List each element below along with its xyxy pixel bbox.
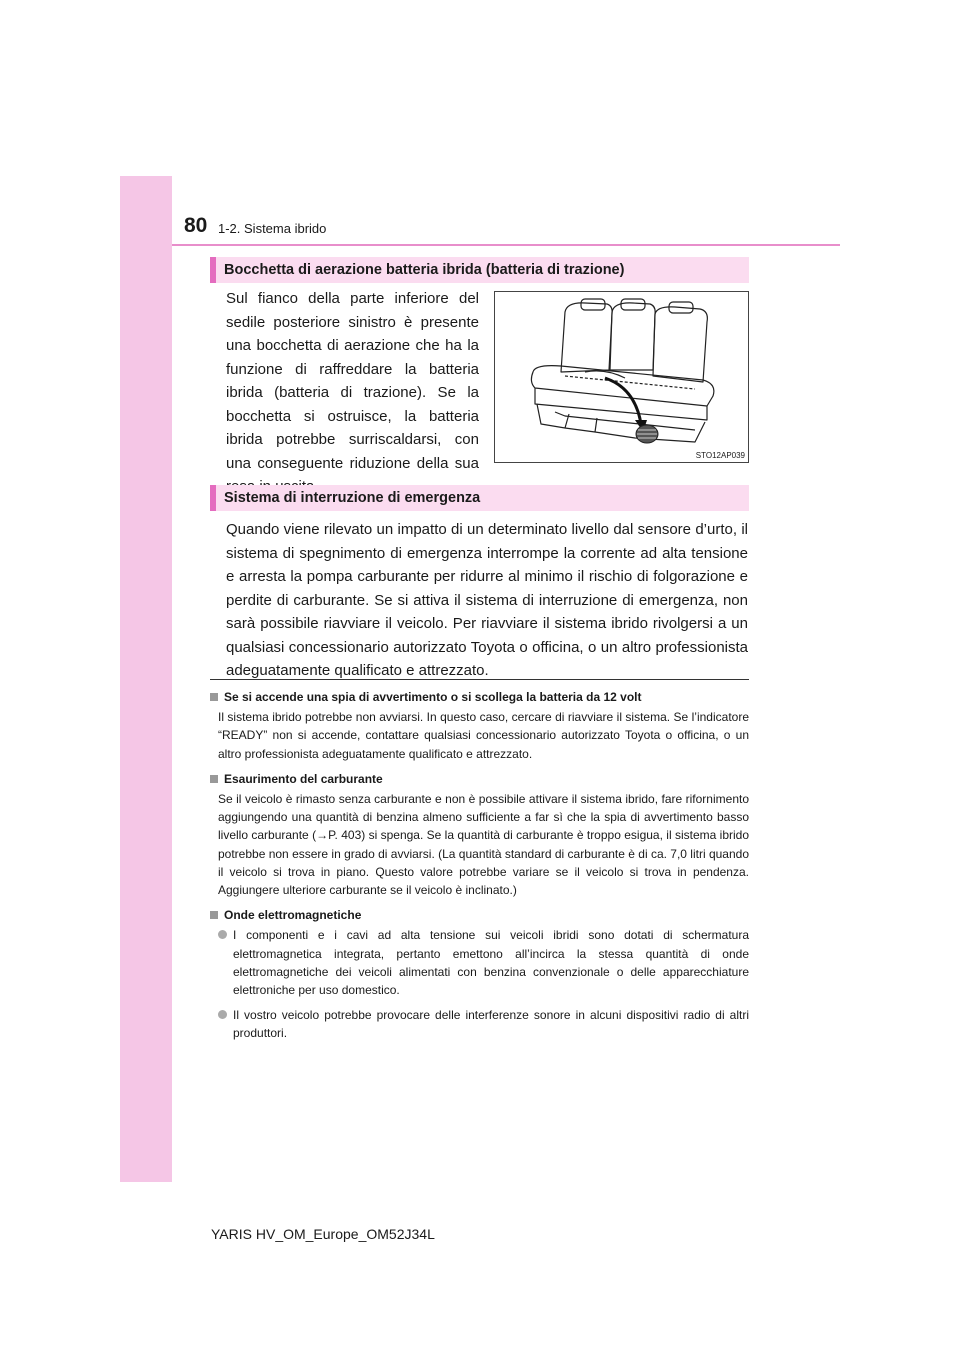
circle-bullet-icon [218,1010,227,1019]
paragraph-vent: Sul fianco della parte inferiore del sedile posteriore sinistro è presente una bocchetta di aerazione che ha la funzione di raffreddare la batteria ibrida (batteria di trazione). Se la bocchetta si ostruisce, la batteria ibrida potrebbe surriscaldarsi, con una conseguente riduzione della sua [226,290,479,472]
note-body: Il sistema ibrido potrebbe non avviarsi. In questo caso, cercare di riavviare il sistema. Se l’indicatore “READY” non si accende, contattare qualsiasi concessionario autorizzato Toyota o officina, o un altro professionista adeguatamente qualificato e attrezzato. [218,710,749,761]
square-bullet-icon [210,775,218,783]
note-heading [210,906,749,924]
chapter-sidebar-tab [120,176,172,1182]
section-title: 1-2. Sistema ibrido [218,221,327,236]
square-bullet-icon [210,911,218,919]
page-number: 80 [184,214,208,237]
heading-emergency-shutoff: Sistema di interruzione di emergenza [210,485,749,511]
figure-code: STO12AP039 [695,451,745,460]
square-bullet-icon [210,693,218,701]
notes-section [210,688,749,1050]
note-heading [210,770,749,788]
note-body: Se il veicolo è rimasto senza carburante e non è possibile attivare il sistema ibrido, fare rifornimento aggiungendo una quantità di benzina almeno sufficiente a far sì che la spia di avvertimento basso livello carburante (→P. 403) si spenga. Se la quantità di carburante è troppo esigua, il sistema ibrido potrebbe non essere in grado di avviarsi. (La quantità standard di carburante è di ca. 7,0 litri quando il veicolo si trova in piano. Questo valore potrebbe variare se il veicolo si trova in pendenza. Aggiungere ulteriore carburante se il veicolo è inclinato.) [218,792,749,898]
rear-seat-illustration [495,292,748,462]
note-heading [210,688,749,706]
paragraph-emergency-shutoff: Quando viene rilevato un impatto di un determinato livello dal sensore d’urto, il sistema di spegnimento di emergenza interrompe la corrente ad alta tensione e arresta la pompa carburante per ridurre al minimo il rischio di folgorazione e perdite di carburante. Se si attiva il sistema di interruzione di emergenza, non sarà possibile riavviare il veicolo. Per riavviare il sistema ibrido rivolgersi a un qualsiasi concessionario autorizzato Toyota o officina, o un altro professionista adeguatamente qualificato e attrezzato. [226,521,748,679]
heading-hybrid-battery-vent: Bocchetta di aerazione batteria ibrida (batteria di trazione) [210,257,749,283]
footer-document-code: YARIS HV_OM_Europe_OM52J34L [211,1226,435,1242]
note-title: Se si accende una spia di avvertimento o si scollega la batteria da 12 volt [224,690,642,704]
note-title: Esaurimento del carburante [224,771,383,786]
section-divider [210,679,749,680]
list-item [218,926,749,999]
list-item [218,1006,749,1042]
header-rule [172,244,840,246]
bullet-text: Il vostro veicolo potrebbe provocare delle interferenze sonore in alcuni dispositivi radio di altri produttori. [233,1008,749,1041]
figure-rear-seat-vent [494,291,749,463]
note-title: Onde elettromagnetiche [224,908,362,923]
circle-bullet-icon [218,930,227,939]
bullet-text: I componenti e i cavi ad alta tensione sui veicoli ibridi sono dotati di schermatura elettromagnetica integrata, pertanto emettono all’incirca la stessa quantità di onde elettromagnetiche dei veicoli alimentati con benzina convenzionale o delle apparecchiature elettroniche per uso domestico. [233,928,749,998]
